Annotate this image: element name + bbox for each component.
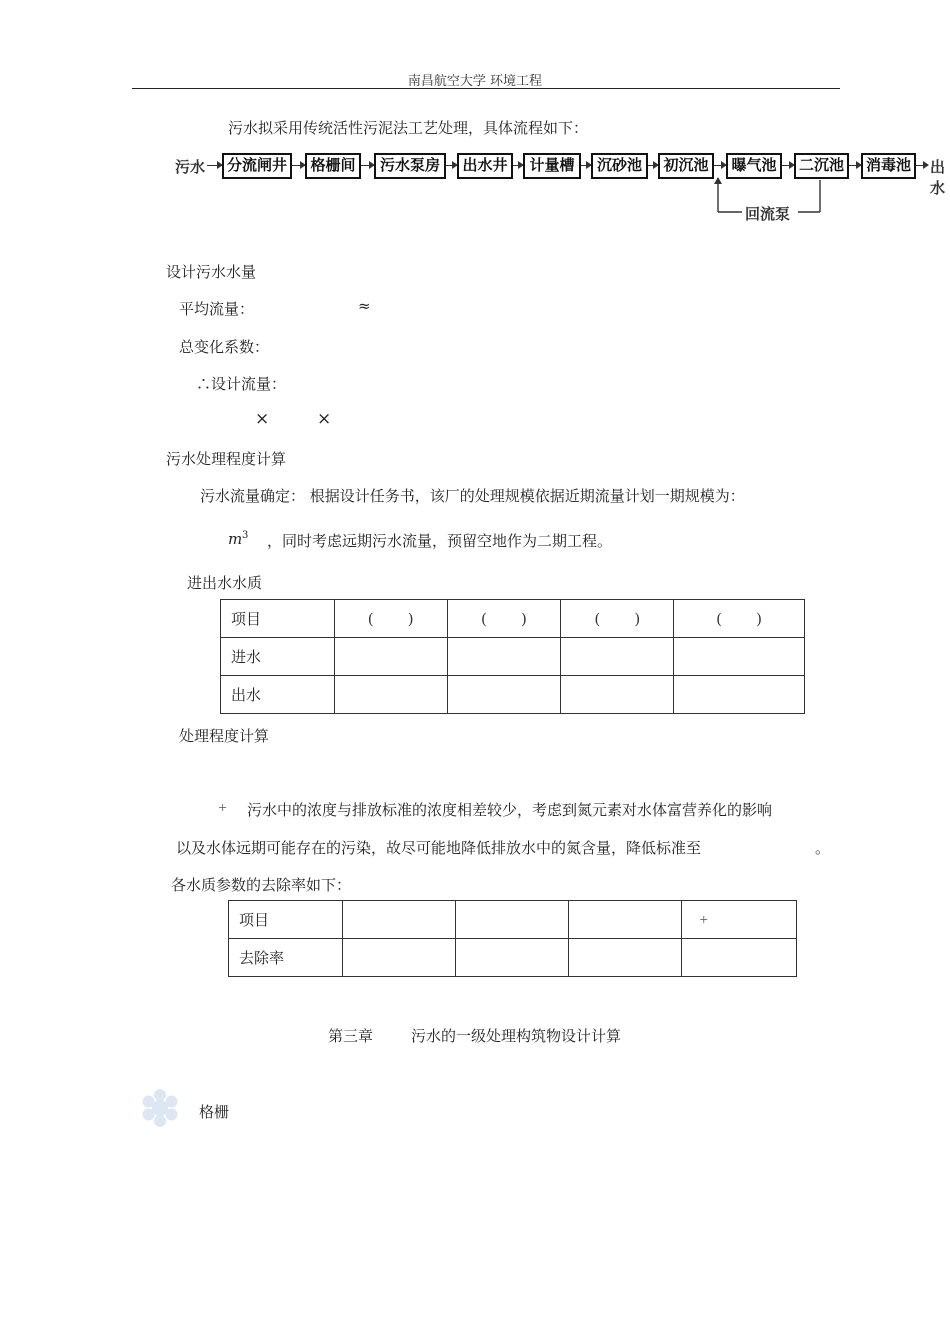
unit-m: m xyxy=(228,530,243,548)
table-cell xyxy=(455,939,569,977)
table-cell xyxy=(334,638,447,676)
flow-arrow xyxy=(361,165,374,166)
table-cell xyxy=(342,939,455,977)
unit-superscript: 3 xyxy=(242,530,249,541)
table-cell xyxy=(561,638,674,676)
table-row xyxy=(221,638,805,676)
table-row xyxy=(229,939,797,977)
table-header-cell xyxy=(569,901,682,939)
flow-input: 污水 xyxy=(175,158,206,176)
flow-step: 二沉池 xyxy=(794,153,849,179)
table-row xyxy=(229,901,797,939)
flow-step: 计量槽 xyxy=(523,153,581,179)
flow-arrow xyxy=(782,165,794,166)
degree-heading: 处理程度计算 xyxy=(179,727,270,745)
paren-open: ( xyxy=(481,609,487,628)
flow-arrow xyxy=(714,165,726,166)
design-heading: 设计污水水量 xyxy=(166,263,257,281)
flow-arrow xyxy=(207,165,222,166)
paren-close: ) xyxy=(756,609,763,628)
paren-close: ) xyxy=(521,609,527,628)
flow-arrow xyxy=(648,165,658,166)
table-cell xyxy=(674,638,805,676)
degree-paragraph-end: 。 xyxy=(815,839,831,857)
flow-determination-text-2: ，同时考虑远期污水流量，预留空地作为二期工程。 xyxy=(267,532,613,550)
flow-determination-text: 污水流量确定： 根据设计任务书，该厂的处理规模依据近期流量计划一期规模为： xyxy=(200,487,745,505)
intro-text: 污水拟采用传统活性污泥法工艺处理，具体流程如下： xyxy=(228,119,589,137)
flow-step: 初沉池 xyxy=(658,153,714,179)
snowflake-bullet-icon xyxy=(140,1088,180,1128)
times-symbol: × xyxy=(317,409,332,429)
flow-arrow xyxy=(916,165,928,166)
page-header: 南昌航空大学 环境工程 xyxy=(407,74,543,89)
table-cell xyxy=(561,676,674,714)
flow-arrow xyxy=(849,165,861,166)
times-symbol: × xyxy=(255,409,270,429)
flow-step: 出水井 xyxy=(457,153,513,179)
flow-arrow xyxy=(581,165,591,166)
approx-symbol: ≈ xyxy=(358,297,371,315)
flow-arrow xyxy=(513,165,523,166)
chapter-number: 第三章 xyxy=(328,1027,374,1045)
flow-output: 出水 xyxy=(930,158,946,197)
section-title: 格栅 xyxy=(199,1103,230,1121)
table-cell: 出水 xyxy=(221,676,335,714)
table-cell xyxy=(682,939,797,977)
table-header-cell xyxy=(334,600,447,638)
table-cell: 去除率 xyxy=(229,939,343,977)
coef-label: 总变化系数： xyxy=(179,338,270,356)
table-row xyxy=(221,600,805,638)
table-row xyxy=(221,676,805,714)
table-cell xyxy=(447,638,561,676)
treatment-heading: 污水处理程度计算 xyxy=(166,450,287,468)
table-header-cell xyxy=(342,901,455,939)
table-cell xyxy=(334,676,447,714)
water-quality-table xyxy=(220,599,805,714)
degree-paragraph-line2: 以及水体远期可能存在的污染，故尽可能地降低排放水中的氮含量，降低标准至 xyxy=(176,839,702,857)
table-cell xyxy=(674,676,805,714)
flow-step: 曝气池 xyxy=(726,153,782,179)
table-header-cell: 项目 xyxy=(229,901,343,939)
paren-close: ) xyxy=(407,609,414,628)
chapter-title: 污水的一级处理构筑物设计计算 xyxy=(411,1027,622,1045)
table-header-cell xyxy=(447,600,561,638)
flow-step: 分流闸井 xyxy=(222,153,292,179)
flow-step: 消毒池 xyxy=(861,153,916,179)
table-header-cell: + xyxy=(682,901,797,939)
return-pump-label: 回流泵 xyxy=(745,205,791,223)
paren-open: ( xyxy=(594,609,601,628)
avg-flow-label: 平均流量： xyxy=(179,300,255,318)
flow-arrow xyxy=(292,165,305,166)
header-rule xyxy=(132,88,840,89)
paren-open: ( xyxy=(716,609,723,628)
design-flow-label: ∴设计流量： xyxy=(196,375,287,393)
flow-step: 污水泵房 xyxy=(374,153,446,179)
paren-close: ) xyxy=(634,609,641,628)
flow-step: 沉砂池 xyxy=(591,153,648,179)
removal-intro: 各水质参数的去除率如下： xyxy=(171,876,352,894)
table-header-cell xyxy=(674,600,805,638)
flow-step: 格栅间 xyxy=(305,153,361,179)
table-header-cell xyxy=(455,901,569,939)
removal-rate-table xyxy=(228,900,797,977)
table-cell xyxy=(447,676,561,714)
table-header-cell xyxy=(561,600,674,638)
degree-paragraph-line1: 污水中的浓度与排放标准的浓度相差较少，考虑到氮元素对水体富营养化的影响 xyxy=(247,801,773,819)
plus-symbol: + xyxy=(218,801,228,814)
table-header-cell: 项目 xyxy=(221,600,335,638)
table-cell xyxy=(569,939,682,977)
paren-open: ( xyxy=(367,609,374,628)
table-cell: 进水 xyxy=(221,638,335,676)
quality-heading: 进出水水质 xyxy=(187,574,263,592)
flow-arrow xyxy=(446,165,457,166)
